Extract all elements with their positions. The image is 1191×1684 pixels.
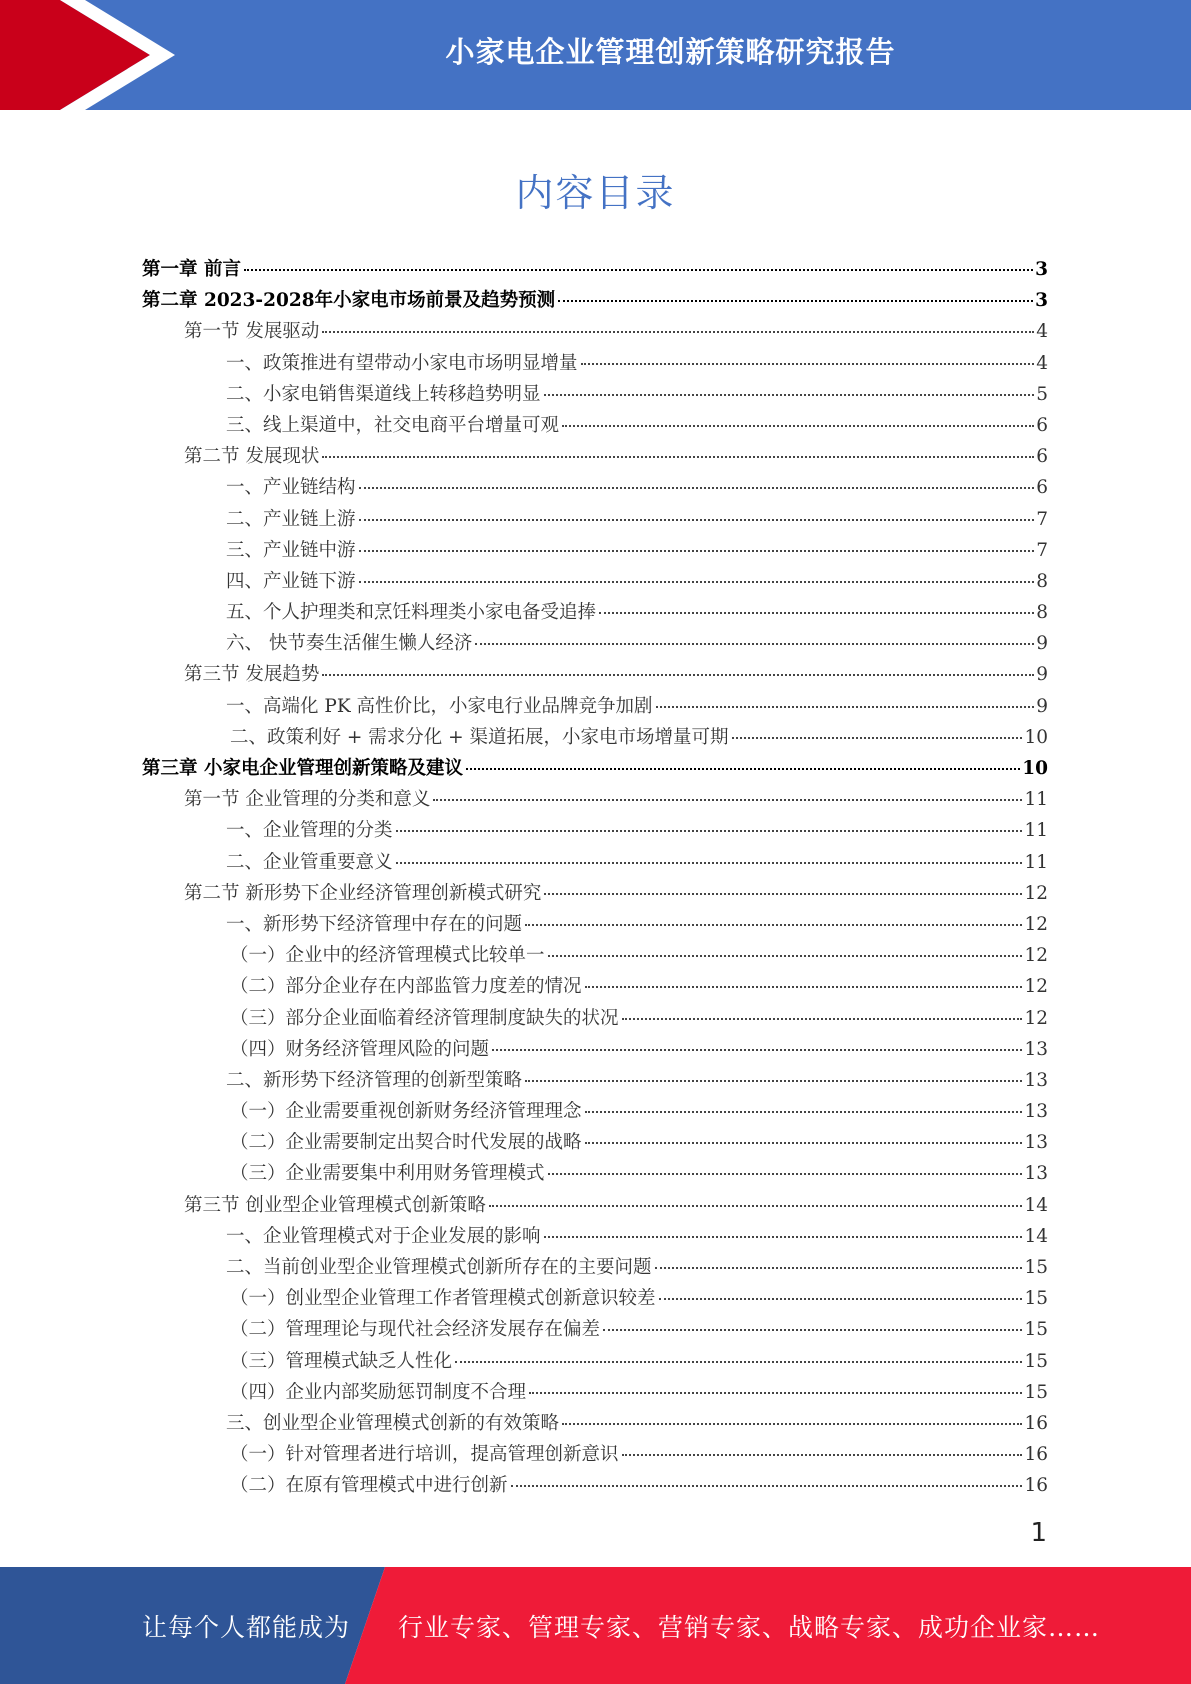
- toc-entry-page: 13: [1024, 1038, 1048, 1060]
- toc-leader-dots: [655, 1267, 1023, 1269]
- toc-entry-label: 三、产业链中游: [226, 539, 356, 561]
- toc-leader-dots: [359, 519, 1035, 521]
- toc-entry-label: （二）在原有管理模式中进行创新: [230, 1475, 508, 1497]
- toc-entry[interactable]: [142, 1034, 1048, 1065]
- toc-leader-dots: [659, 1298, 1023, 1300]
- toc-leader-dots: [732, 737, 1023, 739]
- footer-slogan-left: 让每个人都能成为: [142, 1612, 351, 1642]
- toc-entry-label: （一）创业型企业管理工作者管理模式创新意识较差: [230, 1288, 656, 1310]
- toc-entry[interactable]: [142, 379, 1048, 410]
- toc-entry-page: 15: [1024, 1257, 1048, 1278]
- toc-leader-dots: [466, 768, 1020, 770]
- toc-leader-dots: [585, 1111, 1023, 1113]
- toc-leader-dots: [396, 830, 1023, 832]
- toc-entry[interactable]: [142, 1003, 1048, 1034]
- toc-entry[interactable]: [142, 1221, 1048, 1252]
- toc-entry-page: 8: [1036, 570, 1048, 592]
- toc-leader-dots: [492, 1049, 1022, 1051]
- toc-leader-dots: [359, 487, 1035, 489]
- toc-entry-label: 第一节 企业管理的分类和意义: [184, 789, 431, 811]
- toc-entry-page: 10: [1022, 758, 1048, 779]
- toc-leader-dots: [433, 799, 1022, 801]
- toc-entry[interactable]: [142, 1314, 1048, 1345]
- toc-entry[interactable]: [142, 348, 1048, 379]
- toc-leader-dots: [244, 269, 1033, 271]
- toc-entry-label: 一、高端化 PK 高性价比，小家电行业品牌竞争加剧: [226, 695, 653, 717]
- toc-entry-page: 16: [1024, 1444, 1048, 1466]
- toc-entry-label: 一、新形势下经济管理中存在的问题: [226, 913, 523, 935]
- toc-entry[interactable]: [142, 971, 1048, 1002]
- toc-leader-dots: [544, 1236, 1023, 1238]
- toc-entry-label: 第二章 2023-2028年小家电市场前景及趋势预测: [142, 290, 556, 312]
- toc-entry[interactable]: [142, 878, 1048, 909]
- toc-leader-dots: [396, 862, 1023, 864]
- toc-entry-page: 10: [1024, 726, 1048, 748]
- toc-entry[interactable]: [142, 316, 1048, 347]
- toc-entry[interactable]: [142, 472, 1048, 503]
- toc-leader-dots: [622, 1454, 1023, 1456]
- toc-leader-dots: [529, 1392, 1022, 1394]
- toc-entry-page: 11: [1024, 820, 1048, 842]
- toc-entry-label: 二、产业链上游: [226, 508, 356, 530]
- toc-entry-page: 13: [1024, 1101, 1048, 1123]
- toc-leader-dots: [525, 1080, 1022, 1082]
- toc-leader-dots: [599, 612, 1034, 614]
- toc-leader-dots: [603, 1329, 1022, 1331]
- toc-entry-page: 13: [1024, 1163, 1048, 1185]
- toc-leader-dots: [544, 893, 1022, 895]
- toc-entry-page: 6: [1036, 414, 1048, 436]
- toc-entry-label: 三、线上渠道中，社交电商平台增量可观: [226, 414, 560, 436]
- toc-entry-label: （三）管理模式缺乏人性化: [230, 1350, 453, 1372]
- toc-entry[interactable]: [142, 909, 1048, 940]
- toc-entry-label: 第二节 发展现状: [184, 446, 320, 468]
- toc-entry-label: 三、创业型企业管理模式创新的有效策略: [226, 1412, 560, 1434]
- footer-slogan-right: 行业专家、管理专家、营销专家、战略专家、成功企业家……: [398, 1612, 1101, 1642]
- toc-entry-label: 二、当前创业型企业管理模式创新所存在的主要问题: [226, 1257, 652, 1278]
- toc-entry[interactable]: [142, 1377, 1048, 1408]
- toc-entry-page: 15: [1024, 1350, 1048, 1372]
- toc-entry-page: 15: [1024, 1381, 1048, 1403]
- toc-entry-page: 9: [1036, 664, 1048, 686]
- toc-entry-page: 16: [1024, 1475, 1048, 1497]
- toc-entry-label: （二）管理理论与现代社会经济发展存在偏差: [230, 1319, 601, 1341]
- toc-entry[interactable]: [142, 753, 1048, 784]
- toc-leader-dots: [558, 300, 1033, 302]
- toc-entry-page: 15: [1024, 1288, 1048, 1310]
- toc-entry[interactable]: [142, 1190, 1048, 1221]
- toc-entry[interactable]: [142, 1346, 1048, 1377]
- toc-entry[interactable]: [142, 535, 1048, 566]
- toc-entry[interactable]: [142, 1096, 1048, 1127]
- toc-entry[interactable]: [142, 441, 1048, 472]
- toc-leader-dots: [585, 1142, 1023, 1144]
- toc-entry[interactable]: [142, 504, 1048, 535]
- toc-entry-label: 二、政策利好 + 需求分化 + 渠道拓展，小家电市场增量可期: [230, 726, 729, 748]
- toc-entry-label: 第三节 发展趋势: [184, 664, 320, 686]
- toc-leader-dots: [359, 581, 1035, 583]
- toc-entry-page: 11: [1024, 789, 1048, 811]
- toc-entry-label: 第二节 新形势下企业经济管理创新模式研究: [184, 882, 542, 904]
- toc-entry[interactable]: [142, 784, 1048, 815]
- toc-entry[interactable]: [142, 1439, 1048, 1470]
- toc-entry-page: 12: [1024, 976, 1048, 998]
- toc-entry-page: 3: [1035, 290, 1048, 312]
- toc-entry[interactable]: [142, 566, 1048, 597]
- toc-entry-page: 3: [1035, 259, 1048, 280]
- toc-entry-page: 15: [1024, 1319, 1048, 1341]
- toc-leader-dots: [322, 456, 1034, 458]
- toc-entry-page: 14: [1024, 1194, 1048, 1216]
- toc-entry-page: 4: [1036, 321, 1048, 343]
- page-number: 1: [1030, 1518, 1047, 1548]
- toc-entry[interactable]: [142, 285, 1048, 316]
- toc-entry[interactable]: [142, 597, 1048, 628]
- toc-entry[interactable]: [142, 1470, 1048, 1501]
- toc-entry[interactable]: [142, 1408, 1048, 1439]
- toc-entry-label: 二、新形势下经济管理的创新型策略: [226, 1069, 523, 1091]
- toc-entry[interactable]: [142, 410, 1048, 441]
- toc-entry-label: （一）企业需要重视创新财务经济管理理念: [230, 1101, 582, 1123]
- toc-entry-label: 一、企业管理的分类: [226, 820, 393, 842]
- toc-entry-page: 13: [1024, 1132, 1048, 1154]
- toc-leader-dots: [562, 1423, 1022, 1425]
- toc-leader-dots: [525, 924, 1022, 926]
- toc-entry-label: 第一章 前言: [142, 259, 241, 280]
- toc-entry-page: 14: [1024, 1225, 1048, 1247]
- toc-entry[interactable]: [142, 659, 1048, 690]
- toc-entry-page: 9: [1036, 633, 1048, 655]
- toc-entry[interactable]: [142, 628, 1048, 659]
- page-header: [0, 0, 1191, 110]
- toc-leader-dots: [562, 425, 1034, 427]
- toc-leader-dots: [475, 643, 1034, 645]
- toc-entry-label: 六、 快节奏生活催生懒人经济: [226, 633, 473, 655]
- table-of-contents: [142, 254, 1048, 1502]
- toc-entry[interactable]: [142, 1065, 1048, 1096]
- toc-leader-dots: [511, 1485, 1023, 1487]
- page-footer: [0, 1567, 1191, 1684]
- toc-entry-page: 16: [1024, 1412, 1048, 1434]
- toc-entry-page: 11: [1024, 851, 1048, 873]
- toc-entry-page: 12: [1024, 882, 1048, 904]
- toc-leader-dots: [585, 986, 1023, 988]
- toc-entry-label: （二）部分企业存在内部监管力度差的情况: [230, 976, 582, 998]
- toc-entry[interactable]: [142, 722, 1048, 753]
- toc-entry-label: （一）针对管理者进行培训，提高管理创新意识: [230, 1444, 619, 1466]
- toc-leader-dots: [455, 1361, 1022, 1363]
- toc-entry-label: 第一节 发展驱动: [184, 321, 320, 343]
- toc-entry-page: 13: [1024, 1069, 1048, 1091]
- toc-entry-page: 7: [1036, 508, 1048, 530]
- toc-leader-dots: [548, 1173, 1023, 1175]
- toc-leader-dots: [322, 674, 1034, 676]
- toc-entry-page: 7: [1036, 539, 1048, 561]
- toc-leader-dots: [322, 331, 1034, 333]
- toc-entry-page: 12: [1024, 1007, 1048, 1029]
- toc-entry[interactable]: [142, 940, 1048, 971]
- toc-entry[interactable]: [142, 1158, 1048, 1189]
- toc-entry-label: （四）财务经济管理风险的问题: [230, 1038, 490, 1060]
- toc-leader-dots: [622, 1018, 1023, 1020]
- toc-entry[interactable]: [142, 691, 1048, 722]
- toc-entry-label: （三）企业需要集中利用财务管理模式: [230, 1163, 545, 1185]
- toc-leader-dots: [548, 955, 1023, 957]
- toc-leader-dots: [581, 363, 1035, 365]
- toc-entry[interactable]: [142, 1127, 1048, 1158]
- toc-entry-label: 二、小家电销售渠道线上转移趋势明显: [226, 383, 541, 405]
- toc-entry[interactable]: [142, 815, 1048, 846]
- toc-entry-label: 一、企业管理模式对于企业发展的影响: [226, 1225, 541, 1247]
- toc-entry[interactable]: [142, 1283, 1048, 1314]
- header-title: 小家电企业管理创新策略研究报告: [445, 34, 896, 69]
- toc-entry-label: （四）企业内部奖励惩罚制度不合理: [230, 1381, 527, 1403]
- toc-entry[interactable]: [142, 254, 1048, 285]
- toc-entry-label: （一）企业中的经济管理模式比较单一: [230, 945, 545, 967]
- toc-entry-page: 4: [1036, 352, 1048, 374]
- toc-entry-label: 一、政策推进有望带动小家电市场明显增量: [226, 352, 578, 374]
- toc-entry-page: 12: [1024, 945, 1048, 967]
- toc-title: 内容目录: [515, 171, 676, 215]
- toc-entry-page: 6: [1036, 446, 1048, 468]
- toc-entry-page: 9: [1036, 695, 1048, 717]
- toc-entry[interactable]: [142, 1252, 1048, 1283]
- toc-leader-dots: [489, 1205, 1023, 1207]
- toc-entry-page: 5: [1036, 383, 1048, 405]
- toc-leader-dots: [359, 550, 1035, 552]
- toc-entry-page: 12: [1024, 913, 1048, 935]
- toc-entry-label: 第三章 小家电企业管理创新策略及建议: [142, 758, 463, 779]
- toc-entry-label: 一、产业链结构: [226, 477, 356, 499]
- toc-entry-label: 四、产业链下游: [226, 570, 356, 592]
- toc-entry-label: 五、个人护理类和烹饪料理类小家电备受追捧: [226, 602, 597, 624]
- toc-entry-label: 第三节 创业型企业管理模式创新策略: [184, 1194, 486, 1216]
- toc-entry-page: 6: [1036, 477, 1048, 499]
- toc-entry-label: （三）部分企业面临着经济管理制度缺失的状况: [230, 1007, 619, 1029]
- toc-entry-page: 8: [1036, 602, 1048, 624]
- toc-leader-dots: [656, 706, 1035, 708]
- toc-leader-dots: [544, 394, 1035, 396]
- toc-entry[interactable]: [142, 847, 1048, 878]
- toc-entry-label: 二、企业管重要意义: [226, 851, 393, 873]
- toc-entry-label: （二）企业需要制定出契合时代发展的战略: [230, 1132, 582, 1154]
